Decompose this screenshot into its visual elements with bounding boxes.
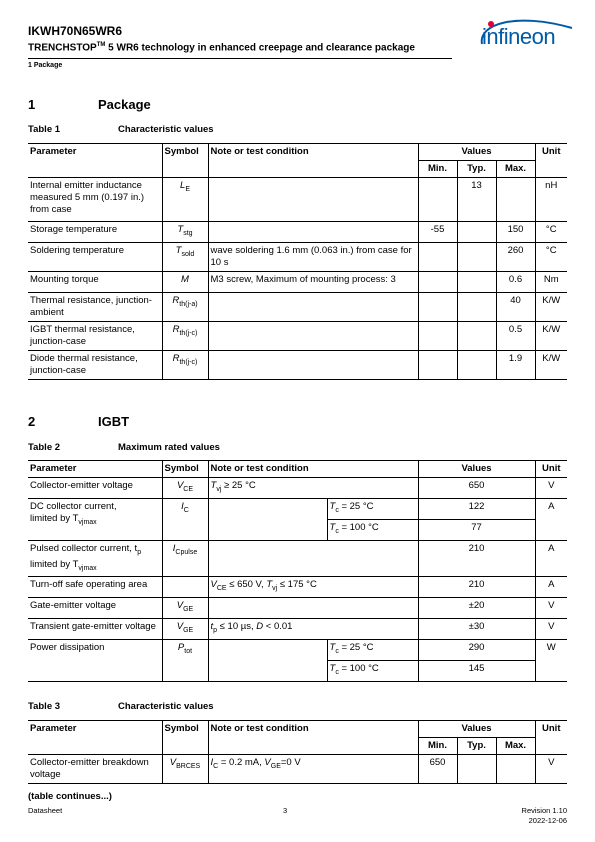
col-header-note: Note or test condition <box>208 461 418 478</box>
unit-cell: K/W <box>535 350 567 379</box>
document-title: IKWH70N65WR6 <box>28 24 123 38</box>
footer-revision-block <box>522 806 567 826</box>
col-header-note: Note or test condition <box>208 144 418 178</box>
param-cell: Diode thermal resistance, junction-case <box>28 350 162 379</box>
table-row <box>28 619 567 640</box>
table-row <box>28 540 567 577</box>
unit-cell: A <box>535 498 567 540</box>
min-cell <box>418 242 457 271</box>
col-header-parameter: Parameter <box>28 461 162 478</box>
note-cell <box>208 498 327 540</box>
col-header-typ: Typ. <box>457 738 496 755</box>
max-cell: 40 <box>496 292 535 321</box>
section-heading-package: 1 Package <box>28 97 151 112</box>
unit-cell: A <box>535 577 567 598</box>
unit-cell: Nm <box>535 271 567 292</box>
col-header-unit: Unit <box>535 461 567 478</box>
unit-cell: K/W <box>535 292 567 321</box>
note-cell <box>208 540 418 577</box>
col-header-typ: Typ. <box>457 161 496 178</box>
note-cell: $T_{vj} \ge 25$ °C <box>208 478 418 499</box>
col-header-values: Values <box>418 721 535 738</box>
symbol-cell: $T_{sold}$ <box>162 242 208 271</box>
table-continues-note: (table continues...) <box>28 791 112 802</box>
col-header-max: Max. <box>496 161 535 178</box>
table-row <box>28 640 567 661</box>
param-cell: Gate-emitter voltage <box>28 598 162 619</box>
col-header-unit: Unit <box>535 144 567 178</box>
max-cell: 150 <box>496 222 535 243</box>
symbol-cell: $V_{GE}$ <box>162 619 208 640</box>
footer-date: 2022-12-06 <box>528 816 567 825</box>
max-cell <box>496 178 535 222</box>
table-row <box>28 498 567 519</box>
unit-cell: nH <box>535 178 567 222</box>
condition-cell: $T_c = 100$ °C <box>327 661 418 682</box>
condition-cell: $T_c = 25$ °C <box>327 498 418 519</box>
param-cell: IGBT thermal resistance, junction-case <box>28 321 162 350</box>
unit-cell: V <box>535 755 567 784</box>
condition-cell: $T_c = 25$ °C <box>327 640 418 661</box>
symbol-cell: $P_{tot}$ <box>162 640 208 682</box>
table-row <box>28 350 567 379</box>
table-row <box>28 271 567 292</box>
table-row <box>28 321 567 350</box>
unit-cell: V <box>535 619 567 640</box>
col-header-min: Min. <box>418 161 457 178</box>
col-header-symbol: Symbol <box>162 721 208 755</box>
symbol-cell: $V_{BRCES}$ <box>162 755 208 784</box>
symbol-cell: $I_C$ <box>162 498 208 540</box>
value-cell: 122 <box>418 498 535 519</box>
note-cell <box>208 178 418 222</box>
table3-caption: Table 3 Characteristic values <box>28 701 214 712</box>
table-row <box>28 242 567 271</box>
note-cell: $t_p \le 10$ µs, D < 0.01 <box>208 619 418 640</box>
col-header-values: Values <box>418 461 535 478</box>
param-cell: DC collector current, limited by $T_{vjmax}$ <box>28 498 162 540</box>
table-characteristic-values-package <box>28 143 567 380</box>
infineon-logo <box>476 14 580 60</box>
col-header-parameter: Parameter <box>28 721 162 755</box>
symbol-cell <box>162 577 208 598</box>
condition-cell: $T_c = 100$ °C <box>327 519 418 540</box>
max-cell: 0.6 <box>496 271 535 292</box>
value-cell: 210 <box>418 540 535 577</box>
unit-cell: W <box>535 640 567 682</box>
symbol-cell: $R_{th(j-a)}$ <box>162 292 208 321</box>
table-row <box>28 222 567 243</box>
max-cell <box>496 755 535 784</box>
col-header-symbol: Symbol <box>162 144 208 178</box>
symbol-cell: $V_{CE}$ <box>162 478 208 499</box>
min-cell <box>418 178 457 222</box>
typ-cell <box>457 222 496 243</box>
max-cell: 1.9 <box>496 350 535 379</box>
table2-caption: Table 2 Maximum rated values <box>28 442 220 453</box>
unit-cell: °C <box>535 222 567 243</box>
min-cell <box>418 271 457 292</box>
table-maximum-rated-values <box>28 460 567 682</box>
unit-cell: A <box>535 540 567 577</box>
typ-cell: 13 <box>457 178 496 222</box>
param-cell: Transient gate-emitter voltage <box>28 619 162 640</box>
note-cell <box>208 292 418 321</box>
col-header-values: Values <box>418 144 535 161</box>
table-row <box>28 598 567 619</box>
typ-cell <box>457 292 496 321</box>
value-cell: 210 <box>418 577 535 598</box>
min-cell <box>418 350 457 379</box>
note-cell <box>208 640 327 682</box>
param-cell: Soldering temperature <box>28 242 162 271</box>
table-row <box>28 755 567 784</box>
note-cell: $V_{CE} \le 650$ V, $T_{vj} \le 175$ °C <box>208 577 418 598</box>
table-characteristic-values-igbt <box>28 720 567 784</box>
max-cell: 0.5 <box>496 321 535 350</box>
note-cell <box>208 321 418 350</box>
footer-page-number: 3 <box>283 806 288 815</box>
unit-cell: K/W <box>535 321 567 350</box>
note-cell <box>208 598 418 619</box>
table-row <box>28 478 567 499</box>
unit-cell: V <box>535 598 567 619</box>
symbol-cell: $L_E$ <box>162 178 208 222</box>
typ-cell <box>457 350 496 379</box>
symbol-cell: M <box>162 271 208 292</box>
table-row <box>28 178 567 222</box>
value-cell: 650 <box>418 478 535 499</box>
param-cell: Turn-off safe operating area <box>28 577 162 598</box>
symbol-cell: $I_{Cpulse}$ <box>162 540 208 577</box>
logo-wordmark: infineon <box>482 24 556 49</box>
table1-caption: Table 1 Characteristic values <box>28 124 214 135</box>
param-cell: Collector-emitter breakdown voltage <box>28 755 162 784</box>
min-cell <box>418 292 457 321</box>
min-cell: 650 <box>418 755 457 784</box>
note-cell: $I_C = 0.2$ mA, $V_{GE}=0$ V <box>208 755 418 784</box>
param-cell: Pulsed collector current, $t_p$ limited by $T_{vjmax}$ <box>28 540 162 577</box>
note-cell <box>208 222 418 243</box>
typ-cell <box>457 321 496 350</box>
param-cell: Thermal resistance, junction-ambient <box>28 292 162 321</box>
value-cell: 145 <box>418 661 535 682</box>
min-cell <box>418 321 457 350</box>
value-cell: ±20 <box>418 598 535 619</box>
table-row <box>28 292 567 321</box>
symbol-cell: $V_{GE}$ <box>162 598 208 619</box>
value-cell: 77 <box>418 519 535 540</box>
param-cell: Mounting torque <box>28 271 162 292</box>
header-section-crumb: 1 Package <box>28 62 63 69</box>
symbol-cell: $T_{stg}$ <box>162 222 208 243</box>
section-heading-igbt: 2 IGBT <box>28 414 130 429</box>
footer-doc-type: Datasheet <box>28 806 63 815</box>
value-cell: 290 <box>418 640 535 661</box>
param-cell: Power dissipation <box>28 640 162 682</box>
typ-cell <box>457 242 496 271</box>
col-header-parameter: Parameter <box>28 144 162 178</box>
note-cell <box>208 350 418 379</box>
typ-cell <box>457 755 496 784</box>
symbol-cell: $R_{th(j-c)}$ <box>162 321 208 350</box>
col-header-max: Max. <box>496 738 535 755</box>
value-cell: ±30 <box>418 619 535 640</box>
param-cell: Collector-emitter voltage <box>28 478 162 499</box>
min-cell: -55 <box>418 222 457 243</box>
footer-revision: Revision 1.10 <box>521 806 567 815</box>
col-header-symbol: Symbol <box>162 461 208 478</box>
col-header-note: Note or test condition <box>208 721 418 755</box>
max-cell: 260 <box>496 242 535 271</box>
col-header-unit: Unit <box>535 721 567 755</box>
table-row <box>28 577 567 598</box>
document-subtitle: TRENCHSTOP™ 5 WR6 technology in enhanced creepage and clearance package <box>28 42 415 54</box>
unit-cell: °C <box>535 242 567 271</box>
col-header-min: Min. <box>418 738 457 755</box>
header-divider <box>28 58 452 59</box>
typ-cell <box>457 271 496 292</box>
note-cell: M3 screw, Maximum of mounting process: 3 <box>208 271 418 292</box>
param-cell: Storage temperature <box>28 222 162 243</box>
note-cell: wave soldering 1.6 mm (0.063 in.) from case for 10 s <box>208 242 418 271</box>
symbol-cell: $R_{th(j-c)}$ <box>162 350 208 379</box>
unit-cell: V <box>535 478 567 499</box>
param-cell: Internal emitter inductance measured 5 mm (0.197 in.) from case <box>28 178 162 222</box>
